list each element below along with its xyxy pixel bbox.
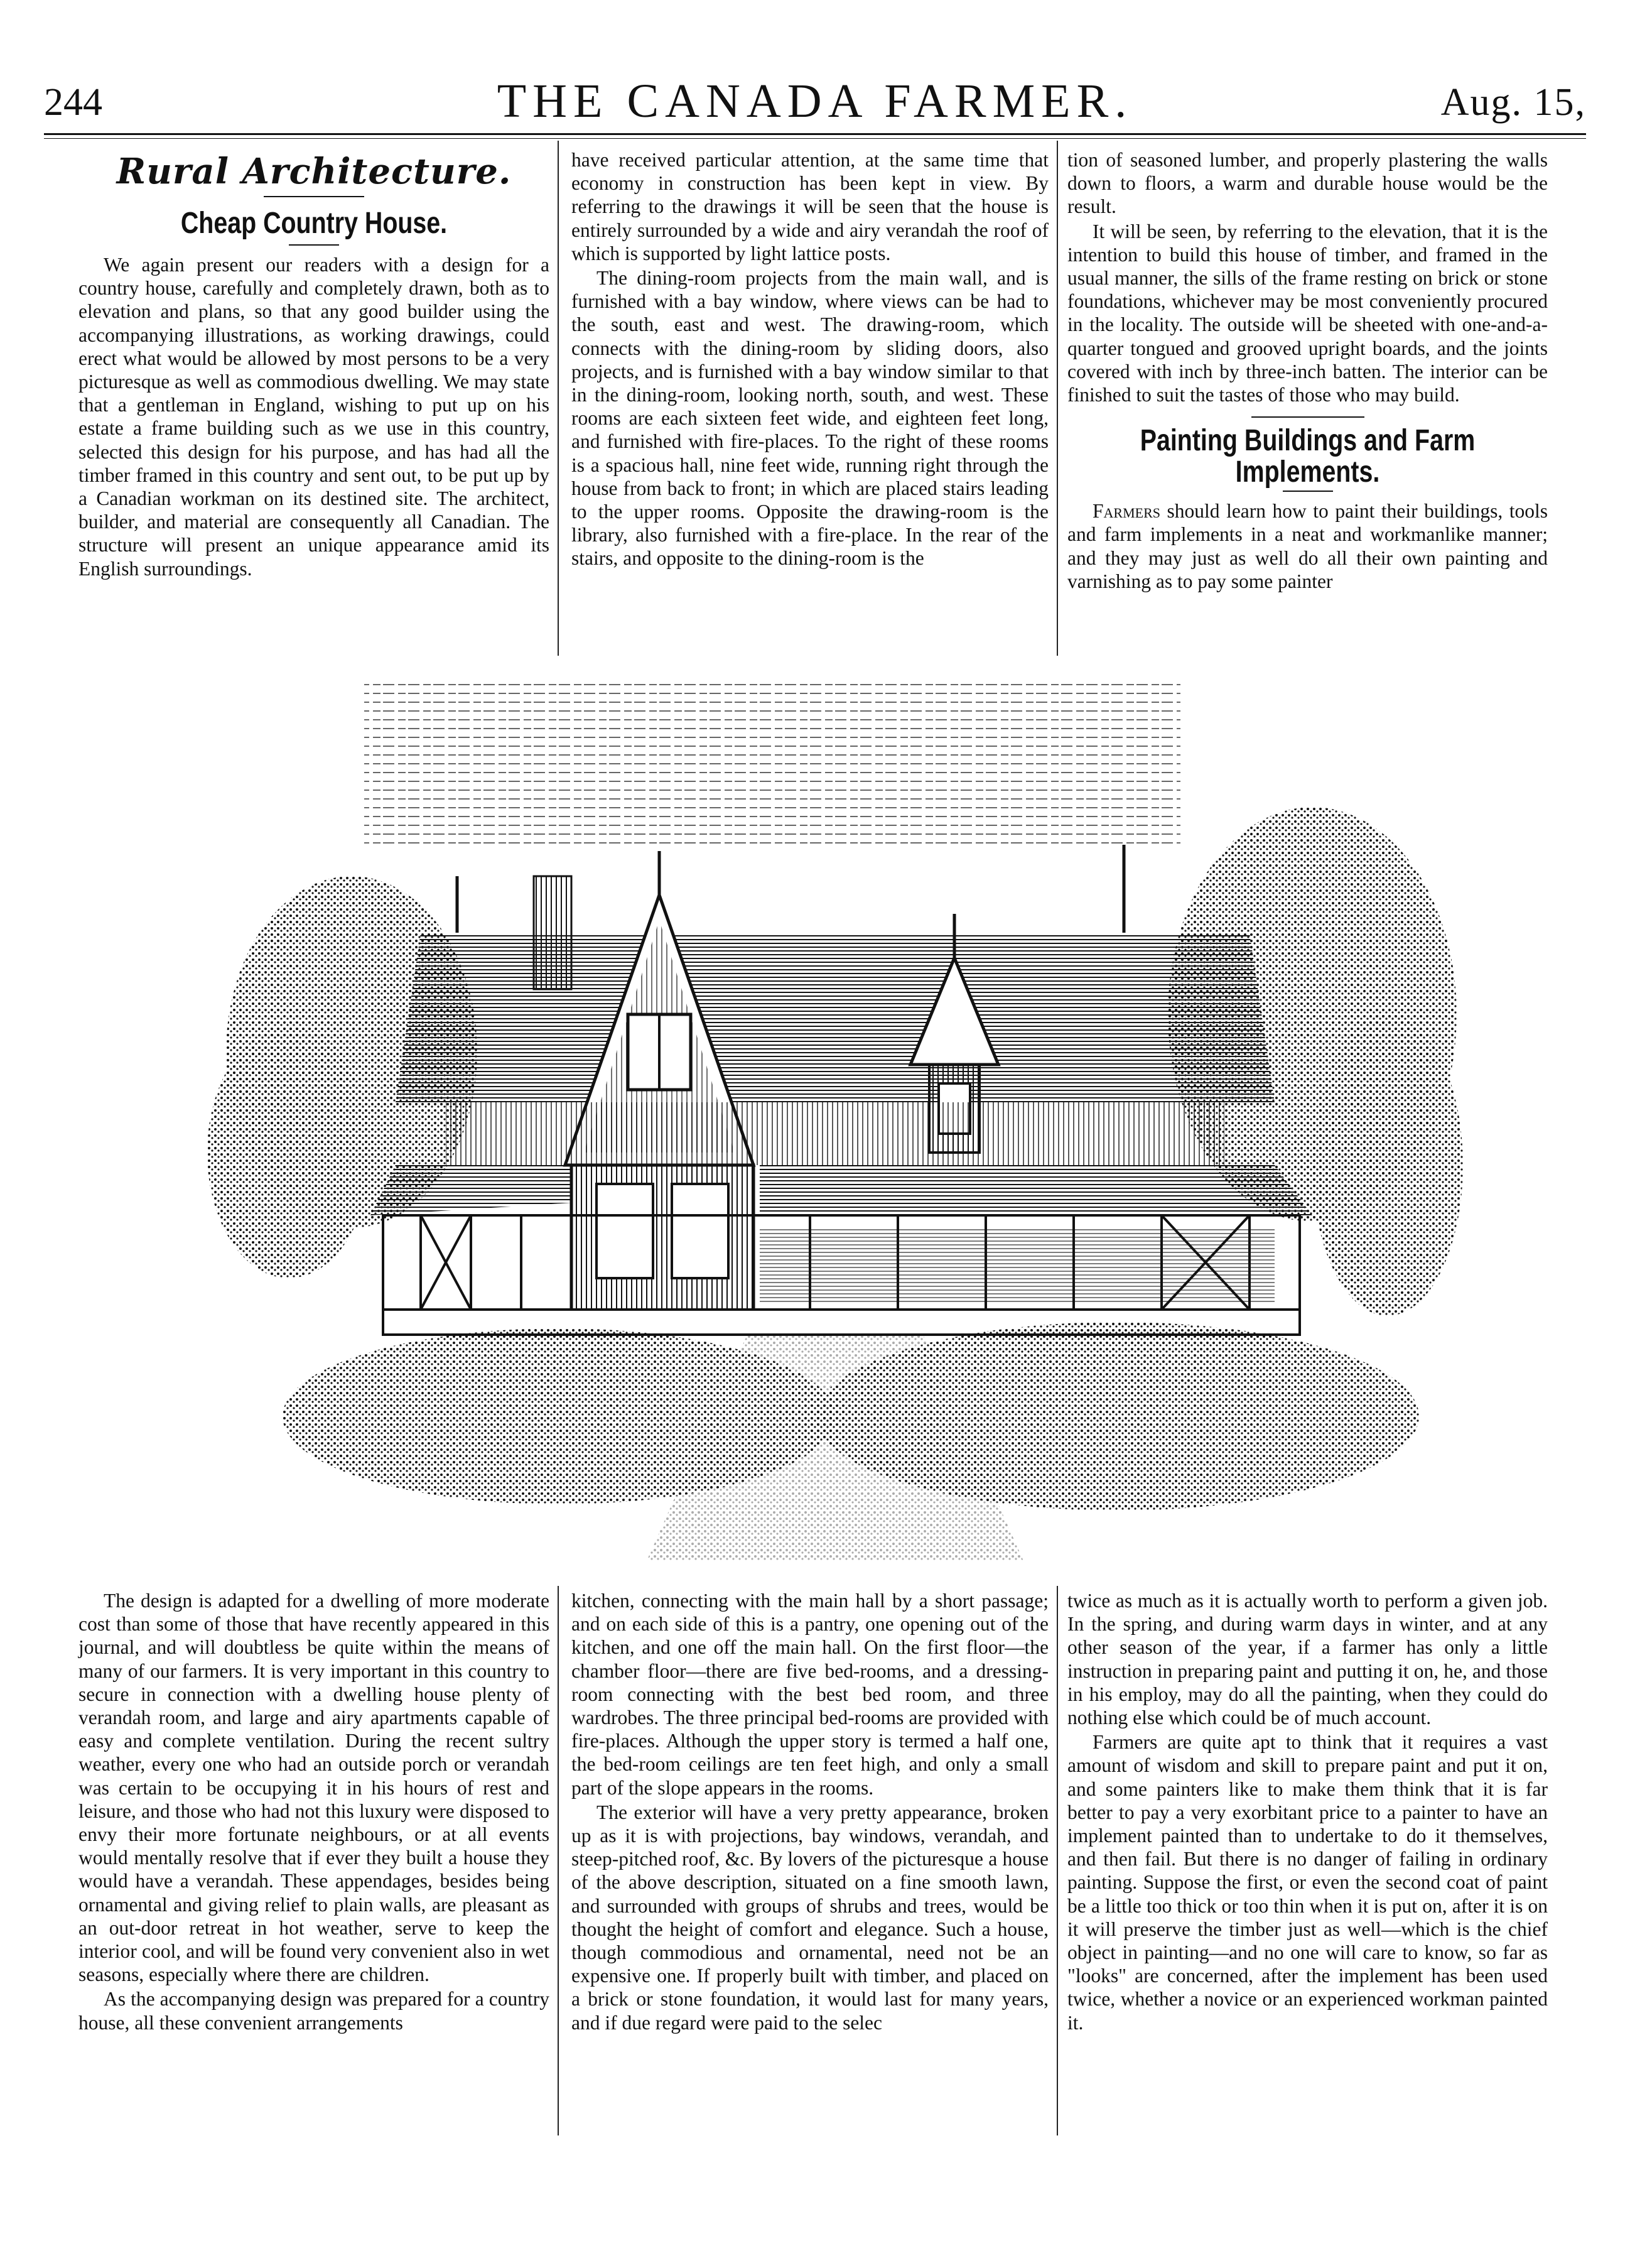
paragraph: It will be seen, by referring to the elevation, that it is the intention to build this house of timber, and framed in the usual manner, the sills of the frame resting on brick or stone foundations, whichever may be most conveniently procured in the locality. The outside will be sheeted with one-and-a-quarter tongued and grooved upright boards, and the joints covered with inch by three-inch batten. The interior can be finished to suit the tastes of those who may build. (1067, 220, 1548, 406)
paragraph: As the accompanying design was prepared for a country house, all these convenient arrangements (78, 1988, 549, 2034)
page-number: 244 (44, 81, 102, 124)
lead-word: Farmers (1093, 500, 1160, 523)
newspaper-title: THE CANADA FARMER. (497, 75, 1133, 128)
painting-text: should learn how to paint their buildings, tools and farm implements in a neat and workmanlike manner; and they may just as well do all their own painting and varnishing as to pay some painter (1067, 500, 1548, 592)
column-2-bottom (571, 1589, 1049, 2034)
title-divider (289, 244, 339, 246)
paragraph: twice as much as it is actually worth to perform a given job. In the spring, and during warm days in winter, and at any other season of the year, if a farmer has only a little instruction in preparing paint and putting it on, he, and those in his employ, may do all the painting, when they could do nothing else which could be of much account. (1067, 1590, 1548, 1729)
column-2-top (571, 148, 1049, 570)
section-divider (1251, 416, 1364, 418)
paragraph: kitchen, connecting with the main hall by a short passage; and on each side of this is a pantry, one opening out of the kitchen, and one off the main hall. On the first floor—the chamber floor—there are five bed-rooms, and a dressing-room connecting with the best bed room, and three wardrobes. The three principal bed-rooms are provided with fire-places. Although the upper story is termed a half one, the bed-room ceilings are ten feet high, and only a small part of the slope appears in the rooms. (571, 1590, 1049, 1799)
paragraph: We again present our readers with a design for a country house, carefully and completely drawn, both as to elevation and plans, so that any good builder using the accompanying illustrations, as working drawings, could erect what would be allowed by most persons to be a very picturesque as well as commodious dwelling. We may state that a gentleman in England, wishing to put up on his estate a frame building such as we use in this country, selected this design for his purpose, and has had all the timber framed in this country and sent out, to be put up by a Canadian workman on its destined site. The architect, builder, and material are consequently all Canadian. The structure will present an unique appearance amid its English surroundings. (78, 254, 549, 580)
section-title: Rural Architecture. (116, 151, 512, 192)
column-3-top (1067, 148, 1548, 593)
paragraph: The dining-room projects from the main wall, and is furnished with a bay window, where views can be had to the south, east and west. The drawing-room, which connects with the dining-room by sliding doors, also projects, and is furnished with a bay window similar to that in the dining-room, looking north, south, and west. These rooms are each sixteen feet wide, and eighteen feet long, and furnished with fire-places. To the right of these rooms is a spacious hall, nine feet wide, running right through the house from back to front; in which are placed stairs leading to the upper rooms. Opposite the drawing-room is the library, also furnished with a fire-place. In the rear of the stairs, and opposite to the dining-room is the (571, 267, 1049, 570)
masthead-rule (44, 133, 1586, 135)
section-divider (264, 196, 364, 197)
article-title: Cheap Country House. (180, 207, 448, 240)
column-rule (558, 1586, 559, 2135)
painting-title: Painting Buildings and Farm Implements. (1140, 424, 1476, 489)
column-rule (1057, 141, 1058, 656)
masthead (44, 74, 1586, 131)
house-illustration (207, 663, 1463, 1583)
column-1-bottom (78, 1589, 549, 2034)
article-text (78, 253, 549, 580)
column-3-bottom (1067, 1589, 1548, 2034)
paragraph: tion of seasoned lumber, and properly plastering the walls down to floors, a warm and durable house would be the result. (1067, 149, 1548, 218)
column-rule (1057, 1586, 1058, 2135)
title-divider (1283, 491, 1333, 492)
house-engraving (207, 663, 1463, 1583)
paragraph: Farmers are quite apt to think that it requires a vast amount of wisdom and skill to prepare paint and put it on, and some painters like to make them think that it is far better to pay a very exorbitant price to a painter to have an implement painted than to undertake to do it themselves, and then fail. But there is no danger of failing in ordinary painting. Suppose the first, or even the second coat of paint be a little too thick or too thin when it is put on, after it is on it will preserve the timber just as well—which is the chief object in painting—and no one will care to know, so far as "looks" are concerned, after the implement has been used twice, whether a novice or an experienced workman painted it. (1067, 1731, 1548, 2034)
column-rule (558, 141, 559, 656)
paragraph: The exterior will have a very pretty appearance, broken up as it is with projections, bay windows, verandah, and steep-pitched roof, &c. By lovers of the picturesque a house of the above description, situated on a fine smooth lawn, and surrounded with groups of shrubs and trees, would be thought the height of comfort and elegance. Such a house, though commodious and ornamental, need not be an expensive one. If properly built with timber, and placed on a brick or stone foundation, it would last for many years, and if due regard were paid to the selec (571, 1801, 1049, 2034)
issue-date: Aug. 15, (1440, 81, 1586, 124)
masthead-rule-thin (44, 138, 1586, 139)
paragraph: have received particular attention, at the same time that economy in construction has been kept in view. By referring to the drawings it will be seen that the house is entirely surrounded by a wide and airy verandah the roof of which is supported by light lattice posts. (571, 149, 1049, 264)
column-1-top (78, 151, 549, 580)
paragraph: The design is adapted for a dwelling of more moderate cost than some of those that have recently appeared in this journal, and will doubtless be quite within the means of many of our farmers. It is very important in this country to secure in connection with a dwelling house plenty of verandah room, and large and airy apartments capable of easy and complete ventilation. During the recent sultry weather, every one who had an outside porch or verandah was certain to be occupying it in his hours of rest and leisure, and those who had not this luxury were disposed to envy their more fortunate neighbours, or at all events would mentally resolve that if ever they built a house they would have a verandah. These appendages, besides being ornamental and giving relief to plain walls, are pleasant as an out-door retreat in hot weather, serve to keep the interior cool, and will be found very convenient also in wet seasons, especially where there are children. (78, 1590, 549, 1986)
